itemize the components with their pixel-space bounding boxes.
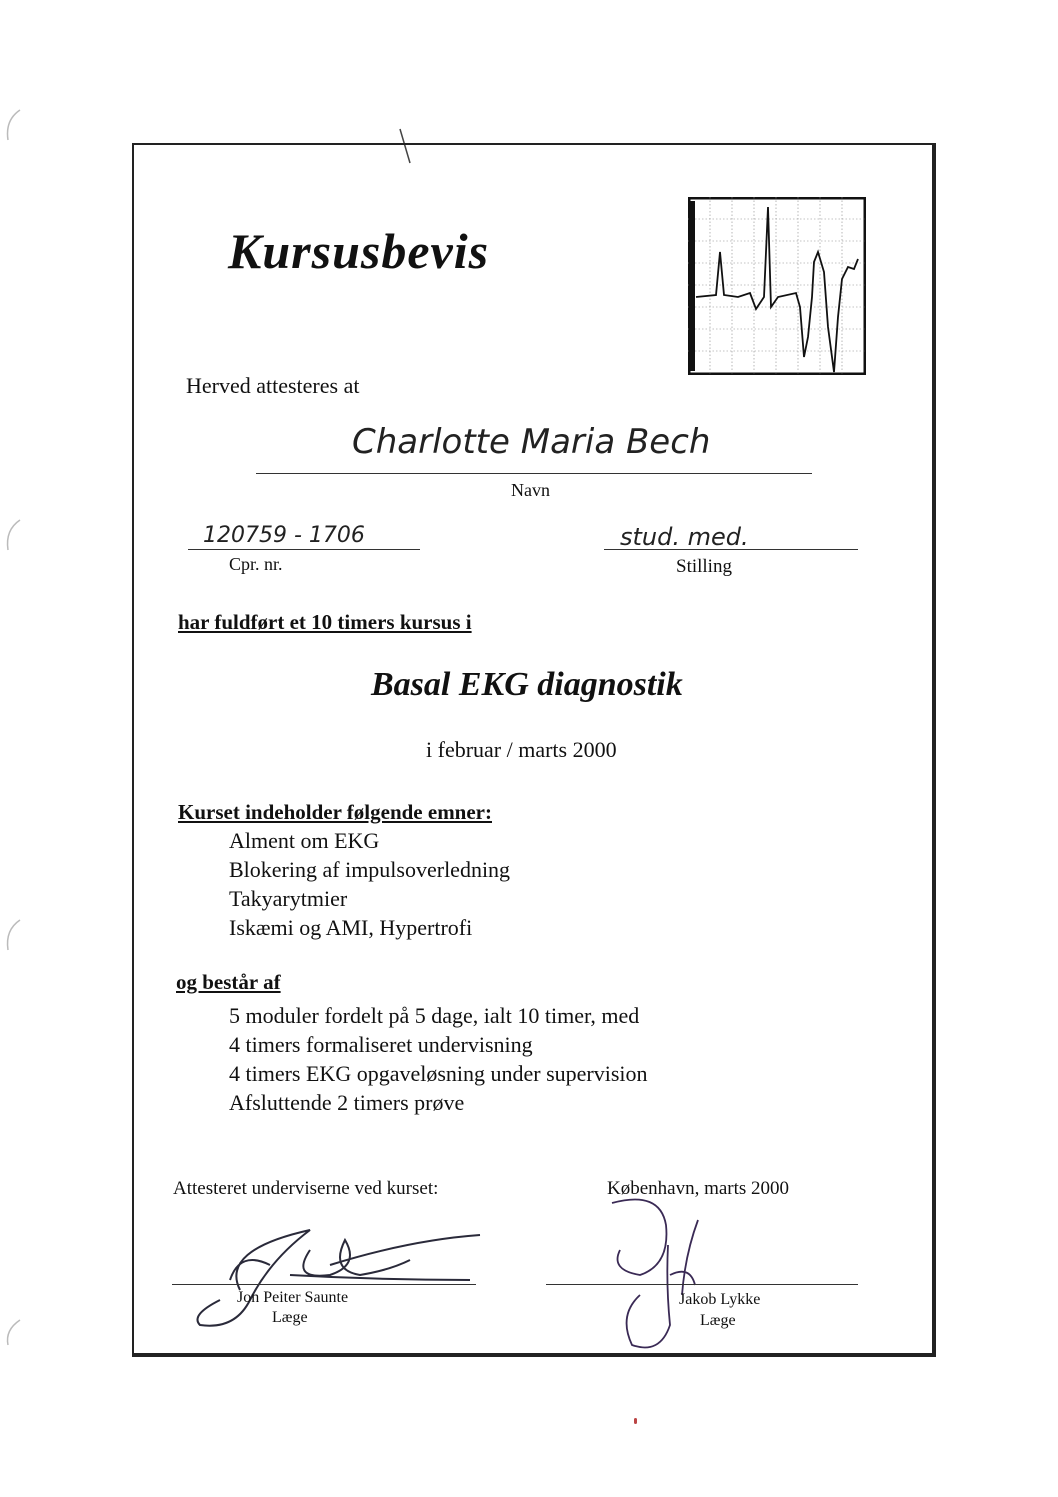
course-name: Basal EKG diagnostik <box>371 666 683 703</box>
topics-heading: Kurset indeholder følgende emner: <box>178 800 492 824</box>
signature-2-line <box>546 1284 858 1285</box>
consists-list <box>229 1001 648 1117</box>
list-item: Blokering af impulsoverledning <box>229 857 511 882</box>
signer-2-name: Jakob Lykke <box>679 1291 761 1308</box>
name-line <box>256 473 812 474</box>
stray-mark <box>634 1418 637 1424</box>
list-item: Takyarytmier <box>229 886 348 911</box>
position-handwritten: stud. med. <box>620 523 749 551</box>
intro-text: Herved attesteres at <box>186 373 360 398</box>
signature-1-image <box>180 1220 490 1330</box>
completed-heading: har fuldført et 10 timers kursus i <box>178 610 472 634</box>
signer-2-title: Læge <box>700 1312 736 1329</box>
list-item: Iskæmi og AMI, Hypertrofi <box>229 915 473 940</box>
topics-list <box>229 826 510 942</box>
consists-heading: og består af <box>176 970 281 994</box>
certificate-title: Kursusbevis <box>228 223 490 279</box>
course-period: i februar / marts 2000 <box>426 737 617 762</box>
position-line <box>604 549 858 550</box>
name-label: Navn <box>511 480 550 500</box>
position-label: Stilling <box>676 556 732 577</box>
list-item: 5 moduler fordelt på 5 dage, ialt 10 timer, med <box>229 1003 640 1028</box>
ecg-strip-image <box>688 197 866 375</box>
name-handwritten: Charlotte Maria Bech <box>352 422 711 462</box>
list-item: 4 timers formaliseret undervisning <box>229 1032 533 1057</box>
signer-1-title: Læge <box>272 1309 308 1326</box>
cpr-handwritten: 120759 - 1706 <box>203 523 365 548</box>
signature-2-image <box>600 1195 720 1360</box>
list-item: 4 timers EKG opgaveløsning under supervision <box>229 1061 648 1086</box>
attested-label: Attesteret underviserne ved kurset: <box>173 1178 439 1199</box>
margin-marks <box>0 0 30 1497</box>
list-item: Afsluttende 2 timers prøve <box>229 1090 465 1115</box>
signature-1-line <box>172 1284 476 1285</box>
signer-1-name: Jon Peiter Saunte <box>237 1289 349 1306</box>
list-item: Alment om EKG <box>229 828 380 853</box>
place-date: København, marts 2000 <box>607 1178 790 1199</box>
cpr-label: Cpr. nr. <box>229 554 283 574</box>
cpr-line <box>188 549 420 550</box>
